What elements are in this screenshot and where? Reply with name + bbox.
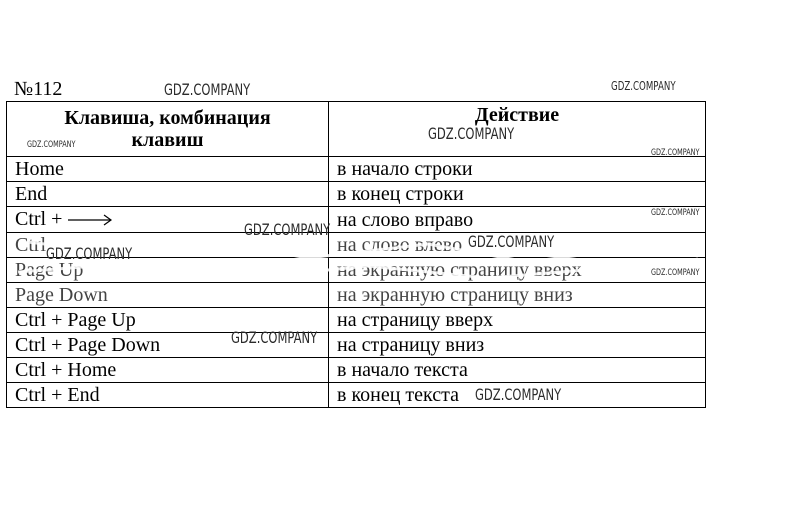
action-cell: на слово влево bbox=[329, 233, 706, 258]
header-key-line1: Клавиша, комбинация bbox=[64, 107, 271, 129]
table-row bbox=[7, 283, 706, 308]
right-arrow-icon bbox=[68, 208, 114, 232]
key-cell: End bbox=[7, 182, 329, 207]
table-row bbox=[7, 333, 706, 358]
hotkeys-table bbox=[6, 101, 706, 408]
watermark: GDZ.COMPANY bbox=[475, 385, 562, 404]
action-cell: на экранную страницу вниз bbox=[329, 283, 706, 308]
header-key-line2: клавиш bbox=[131, 129, 204, 151]
table-row bbox=[7, 157, 706, 182]
action-cell: на экранную страницу вверх bbox=[329, 258, 706, 283]
action-cell: на слово вправо bbox=[329, 207, 706, 233]
watermark: GDZ.COMPANY bbox=[244, 220, 331, 239]
key-cell: Ctrl + End bbox=[7, 383, 329, 408]
key-text: Ctrl + bbox=[15, 208, 63, 230]
key-cell: Ctrl bbox=[7, 233, 329, 258]
action-cell: в начало текста bbox=[329, 358, 706, 383]
key-cell: Page Up bbox=[7, 258, 329, 283]
watermark: GDZ.COMPANY bbox=[651, 208, 700, 218]
watermark: GDZ.COMPANY bbox=[611, 79, 676, 93]
watermark: GDZ.COMPANY bbox=[231, 328, 318, 347]
table-row bbox=[7, 207, 706, 233]
watermark: GDZ.COMPANY bbox=[46, 244, 133, 263]
key-cell: Ctrl + Page Up bbox=[7, 308, 329, 333]
action-cell: в начало строки bbox=[329, 157, 706, 182]
action-cell: в конец текста bbox=[329, 383, 706, 408]
key-cell: Ctrl + Home bbox=[7, 358, 329, 383]
key-cell: Page Down bbox=[7, 283, 329, 308]
key-cell: Ctrl + Page Down bbox=[7, 333, 329, 358]
key-cell: Home bbox=[7, 157, 329, 182]
table-row bbox=[7, 383, 706, 408]
table-row bbox=[7, 182, 706, 207]
action-cell: на страницу вниз bbox=[329, 333, 706, 358]
key-cell bbox=[7, 207, 329, 233]
watermark: GDZ.COMPANY bbox=[428, 124, 515, 143]
watermark: GDZ.COMPANY bbox=[27, 140, 76, 150]
table-header-row bbox=[7, 102, 706, 157]
watermark: GDZ.COMPANY bbox=[468, 232, 555, 251]
exercise-number: №112 bbox=[14, 78, 63, 100]
action-cell: в конец строки bbox=[329, 182, 706, 207]
table-row bbox=[7, 358, 706, 383]
table-row bbox=[7, 233, 706, 258]
action-cell: на страницу вверх bbox=[329, 308, 706, 333]
watermark: GDZ.COMPANY bbox=[651, 268, 700, 278]
header-action-column: Действие bbox=[329, 102, 706, 157]
table-row bbox=[7, 308, 706, 333]
header-key-column bbox=[7, 102, 329, 157]
watermark: GDZ.COMPANY bbox=[651, 148, 700, 158]
watermark: GDZ.COMPANY bbox=[164, 80, 251, 99]
table-row bbox=[7, 258, 706, 283]
